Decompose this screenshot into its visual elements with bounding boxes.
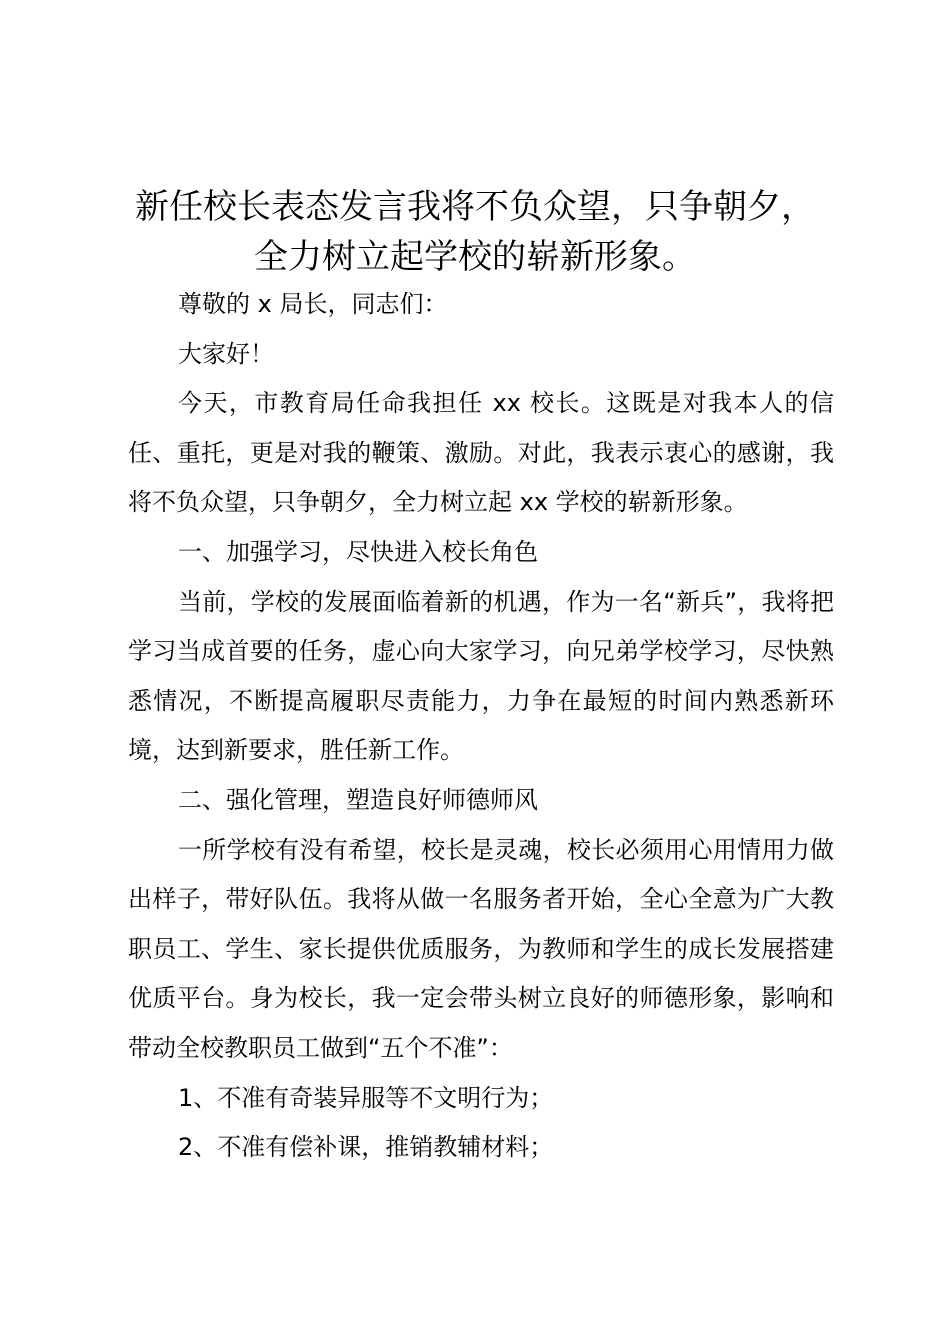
- intro-paragraph: 今天，市教育局任命我担任 xx 校长。这既是对我本人的信任、重托，更是对我的鞭策、激励。对此，我表示衷心的感谢，我将不负众望，只争朝夕，全力树立起 xx 学校的崭新形象。: [128, 389, 834, 517]
- title-line-1: 新任校长表态发言我将不负众望，只争朝夕，: [135, 187, 815, 227]
- list-item-2: 2、不准有偿补课，推销教辅材料；: [178, 1133, 554, 1162]
- section-paragraph-2: 一所学校有没有希望，校长是灵魂，校长必须用心用情用力做出样子，带好队伍。我将从做一名服务者开始，全心全意为广大教职员工、学生、家长提供优质服务，为教师和学生的成长发展搭建优质平台。身为校长，我一定会带头树立良好的师德形象，影响和带动全校教职员工做到“五个不准”：: [128, 835, 834, 1062]
- section-heading-1: 一、加强学习，尽快进入校长角色: [178, 537, 538, 566]
- greeting: 大家好！: [178, 339, 274, 368]
- title-line-2: 全力树立起学校的崭新形象。: [254, 237, 696, 277]
- section-paragraph-1: 当前，学校的发展面临着新的机遇，作为一名“新兵”，我将把学习当成首要的任务，虚心向大家学习，向兄弟学校学习，尽快熟悉情况，不断提高履职尽责能力，力争在最短的时间内熟悉新环境，达到新要求，胜任新工作。: [128, 587, 834, 765]
- salutation: 尊敬的 x 局长，同志们：: [178, 290, 448, 318]
- document-body: [128, 280, 834, 1173]
- document-title: [110, 182, 840, 282]
- section-heading-2: 二、强化管理，塑造良好师德师风: [178, 785, 538, 814]
- list-item-1: 1、不准有奇装异服等不文明行为；: [178, 1083, 554, 1112]
